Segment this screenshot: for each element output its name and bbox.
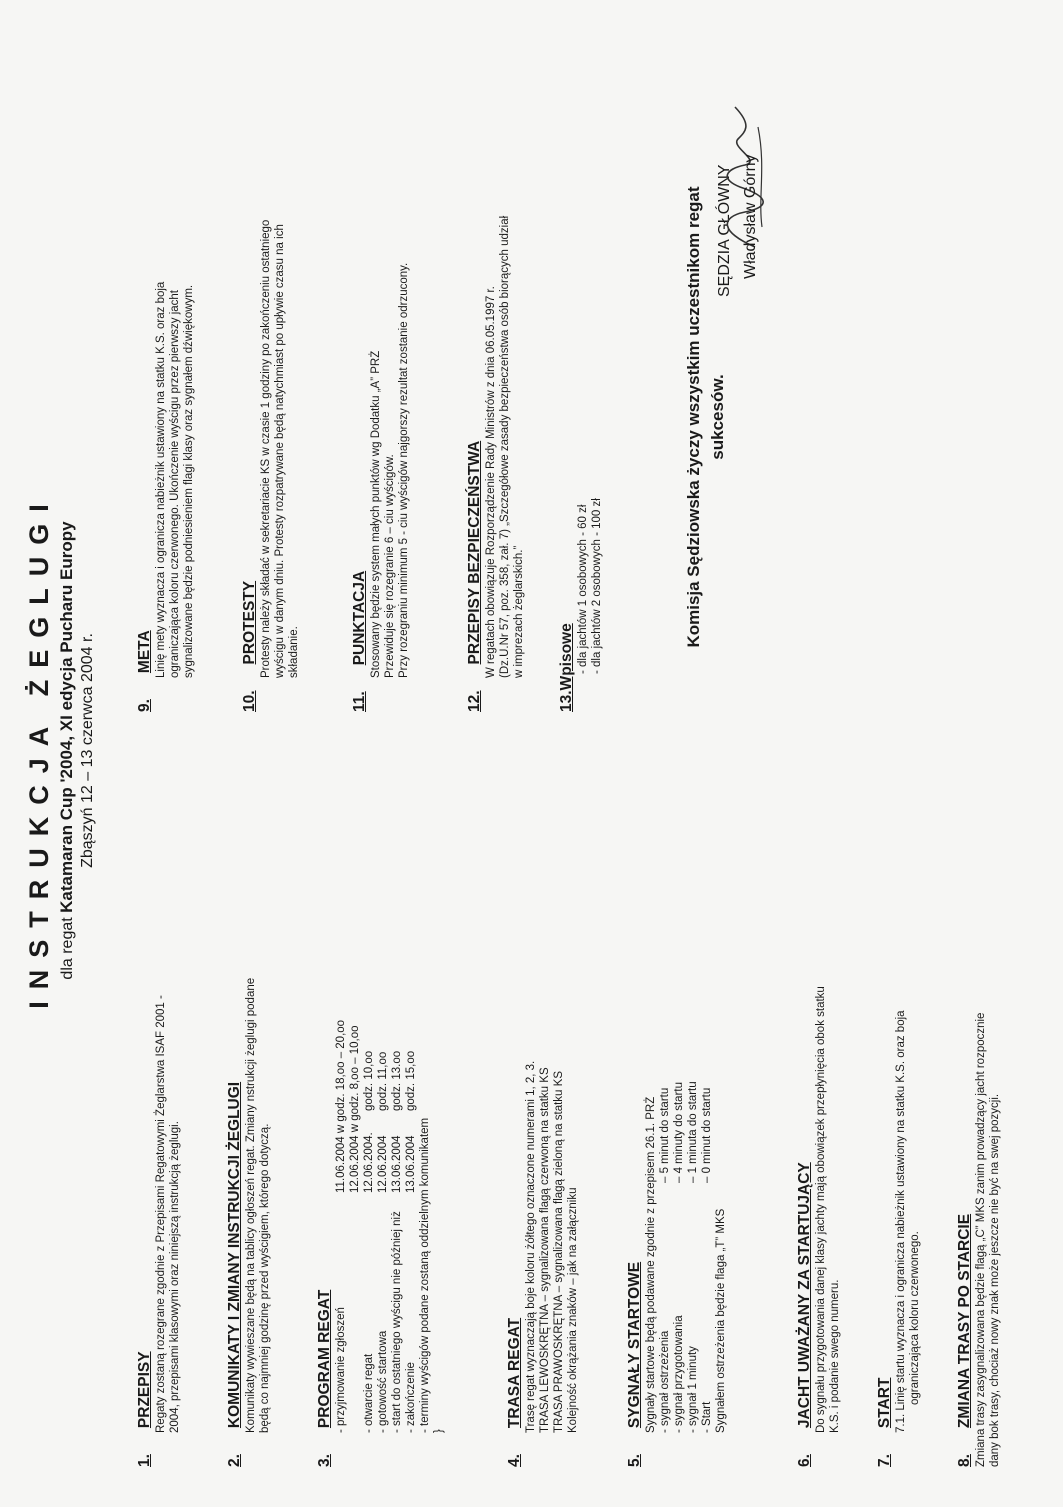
section-przepisy-bezpieczenstwa (468, 32, 526, 712)
program-row: - gotowość startowa 12.06.2004 godz. 11,oo (377, 1051, 389, 1433)
section-line: K.S. i podanie swego numeru. (829, 1279, 841, 1433)
signal-row: - sygnał przygotowania – 4 minuty do startu (673, 1082, 685, 1433)
section-number: 12. (466, 690, 483, 712)
section-heading: PRZEPISY BEZPIECZEŃSTWA (466, 440, 483, 665)
chief-judge-name: Władysław Górny (742, 154, 759, 279)
event-name: Katamaran Cup '2004, XI edycja Pucharu Europy (57, 521, 76, 913)
signal-row: - Start – 0 minut do startu (701, 1087, 713, 1433)
section-heading: Wpisowe (558, 623, 575, 691)
subtitle-prefix: dla regat (59, 917, 76, 980)
handwritten-signature (700, 97, 780, 257)
section-line: 2004, przepisami klasowymi oraz niniejszą instrukcją żeglugi. (169, 1121, 181, 1433)
signal-row: - sygnał 1 minuty – 1 minuta do startu (687, 1081, 699, 1433)
fee-row: - dla jachtów 1 osobowych - 60 zł (577, 504, 589, 674)
section-line: Kolejność okrążania znaków – jak na załączniku (567, 1187, 579, 1433)
program-row: - przyjmowanie zgłoszeń 11.06.2004 w godz. 18,oo – 20,oo (335, 1019, 347, 1433)
section-meta (138, 32, 196, 712)
section-number: 8. (956, 1454, 973, 1467)
section-heading: PRZEPISY (136, 1351, 153, 1429)
section-line: Do sygnału przygotowania danej klasy jachty mają obowiązek przepłynięcia obok statku (815, 986, 827, 1433)
section-line: składanie. (288, 626, 300, 678)
section-line: TRASA PRAWOSKRĘTNA – sygnalizowana flagą zieloną na statku KS (553, 1071, 565, 1433)
section-number: 7. (876, 1454, 893, 1467)
section-heading: ZMIANA TRASY PO STARCIE (956, 1213, 973, 1429)
section-line: Protesty należy składać w sekretariacie KS w czasie 1 godziny po zakończeniu ostatniego (260, 219, 272, 678)
section-line: Komunikaty wywieszane będą na tablicy ogłoszeń regat. Zmiany nstrukcji żeglugi podane (245, 977, 257, 1433)
section-line: ograniczająca koloru czerwonego. Ukończenie wyścigu przez pierwszy jacht (169, 290, 181, 678)
section-protesty (243, 32, 301, 712)
right-column (138, 32, 1043, 712)
chief-judge-title: SĘDZIA GŁÓWNY (716, 164, 733, 297)
signals-footer: Sygnałem ostrzeżenia będzie flaga „T” MKS (715, 1208, 727, 1433)
section-start (878, 777, 922, 1467)
section-heading: META (136, 630, 153, 674)
section-line: (Dz.U.Nr 57, poz. 358, zał. 7) „Szczegółowe zasady bezpieczeństwa osób biorących udział (499, 215, 511, 678)
section-sygnaly-startowe (628, 777, 728, 1467)
section-heading: PROGRAM REGAT (316, 1289, 333, 1429)
closing-line: sukcesów. (708, 374, 727, 460)
section-number: 3. (316, 1454, 333, 1467)
program-footer: - terminy wyścigów podane zostaną oddzielnym komunikatem (419, 1117, 431, 1433)
section-trasa-regat (508, 777, 580, 1467)
program-row: 12.06.2004 w godz. 8,oo – 10,oo (349, 1025, 361, 1193)
section-line: TRASA LEWOSKRĘTNA – sygnalizowana flagą czerwoną na statku KS (539, 1067, 551, 1433)
section-line: sygnalizowane będzie podniesieniem flagi klasy oraz sygnałem dźwiękowym. (183, 284, 195, 678)
section-program-regat: 3. PROGRAM REGAT - przyjmowanie zgłoszeń 11.06.2004 w godz. 18,oo – 20,oo 12.06.2004 w godz. 8,oo – 10,oo - otwarcie regat 12.06.2004. godz. 10,oo - gotowość startowa 12.06.2004 godz. 11,oo - start do ostatniego wyścigu nie później niż 13.06.2004 godz. 13.oo - zakończenie 13.06.2004 godz. 15,oo - terminy wyścigów podane zostaną oddzielnym komunikatem } (318, 777, 446, 1467)
signals-intro: Sygnały startowe będą podawane zgodnie z przepisem 26.1. PRŻ (645, 1096, 657, 1433)
section-line: Przewiduje się rozegranie 6 – ciu wyścigów. (384, 454, 396, 678)
section-line: wyścigu w danym dniu. Protesty rozpatrywane będą natychmiast po upływie czasu na ich (274, 224, 286, 678)
section-wpisowe (560, 32, 604, 712)
section-heading: START (876, 1377, 893, 1429)
section-line: w imprezach żeglarskich.” (513, 545, 525, 678)
section-line: Zmiana trasy zasygnalizowana będzie flagą „C” MKS zanim prowadzący jacht rozpocznie (975, 1012, 987, 1467)
section-komunikaty (228, 777, 272, 1467)
section-punktacja (353, 32, 411, 712)
section-line: dany bok trasy, chociaż nowy znak może jeszcze nie być na swej pozycji. (989, 1093, 1001, 1467)
section-heading: PROTESTY (241, 580, 258, 665)
section-number: 10. (241, 690, 258, 712)
section-line: ograniczająca koloru czerwonego. (909, 1231, 921, 1405)
signal-row: - sygnał ostrzeżenia – 5 minut do startu (659, 1087, 671, 1433)
section-number: 11. (351, 691, 368, 712)
section-line: Trasę regat wyznaczają boje koloru żółtego oznaczone numerami 1, 2, 3. (525, 1060, 537, 1433)
section-number: 4. (506, 1454, 523, 1467)
document-title: INSTRUKCJA ŻEGLUGI (24, 492, 54, 1009)
section-number: 2. (226, 1454, 243, 1467)
fee-row: - dla jachtów 2 osobowych - 100 zł (591, 498, 603, 674)
section-heading: PUNKTACJA (351, 570, 368, 666)
section-przepisy (138, 777, 182, 1467)
section-line: 7.1. Linię startu wyznacza i ogranicza nabieżnik ustawiony na statku K.S. oraz boja (895, 1010, 907, 1433)
section-number: 9. (136, 699, 153, 712)
section-line: Stosowany będzie system małych punktów wg Dodatku „A” PRŻ (370, 350, 382, 678)
program-row: - otwarcie regat 12.06.2004. godz. 10,oo (363, 1050, 375, 1433)
closing-line: Komisja Sędziowska życzy wszystkim uczestnikom regat (684, 186, 703, 648)
section-heading: SYGNAŁY STARTOWE (626, 1261, 643, 1429)
section-line: Przy rozegraniu minimum 5 - ciu wyścigów najgorszy rezultat zostanie odrzucony. (398, 262, 410, 678)
section-number: 6. (796, 1454, 813, 1467)
left-column (138, 777, 1043, 1467)
section-heading: TRASA REGAT (506, 1317, 523, 1429)
section-number: 5. (626, 1454, 643, 1467)
document-subtitle (57, 34, 77, 1467)
program-row: - start do ostatniego wyścigu nie później niż 13.06.2004 godz. 13.oo (391, 1050, 403, 1433)
program-row: - zakończenie 13.06.2004 godz. 15,oo (405, 1050, 417, 1433)
event-dateline: Zbąszyń 12 – 13 czerwca 2004 r. (79, 633, 96, 868)
section-line: Linię mety wyznacza i ogranicza nabieżnik ustawiony na statku K.S. oraz boja (155, 281, 167, 678)
section-heading: JACHT UWAŻANY ZA STARTUJĄCY (796, 1162, 813, 1429)
section-zmiana-trasy (958, 777, 1002, 1467)
section-number: 1. (136, 1454, 153, 1467)
section-number: 13. (558, 690, 575, 712)
document-header (24, 34, 97, 1467)
section-jacht-startujacy (798, 777, 842, 1467)
section-line: W regatach obowiązuje Rozporządzenie Rady Ministrów z dnia 06.05.1997 r. (485, 286, 497, 678)
section-line: Regaty zostaną rozegrane zgodnie z Przepisami Regatowymi Żeglarstwa ISAF 2001 - (155, 995, 167, 1433)
section-heading: KOMUNIKATY I ZMIANY INSTRUKCJI ŻEGLUGI (226, 1081, 243, 1429)
section-line: będą co najmniej godzinę przed wyścigiem, którego dotyczą. (259, 1123, 271, 1433)
